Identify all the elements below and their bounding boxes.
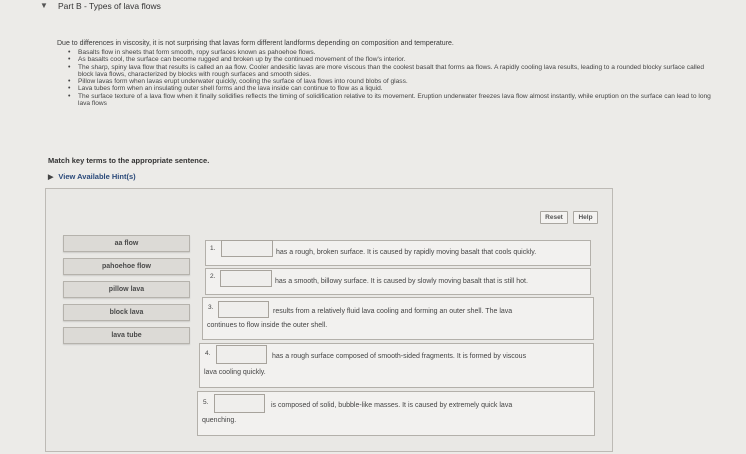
part-title: Part B - Types of lava flows (58, 1, 161, 11)
caret-down-icon[interactable]: ▼ (40, 1, 48, 10)
sentence-number: 1. (210, 245, 216, 252)
term-aa-flow[interactable]: aa flow (63, 235, 190, 252)
sentence-box-3 (202, 297, 594, 340)
bullet-item: • The surface texture of a lava flow when it finally solidifies reflects the timing of solidification relative to its movement. Eruption underwater freezes lava flow almost instantly, while eruption on the surface can lead to long lava flows (66, 93, 716, 108)
drop-target-2[interactable] (220, 270, 272, 287)
sentence-text: is composed of solid, bubble-like masses. It is caused by extremely quick lava (271, 402, 513, 409)
drop-target-1[interactable] (221, 240, 273, 257)
bullet-item: • The sharp, spiny lava flow that results is called an aa flow. Cooler andesitic lavas are more viscous than the coolest basalt that forms aa flows. A rapidly cooling lava results, leading to a rounded blocky surface called block lava flows, characterized by blocks with rough surfaces and smooth sides. (66, 64, 716, 79)
sentence-text-continued: quenching. (202, 417, 237, 424)
term-pahoehoe-flow[interactable]: pahoehoe flow (63, 258, 190, 275)
term-block-lava[interactable]: block lava (63, 304, 190, 321)
drop-target-5[interactable] (214, 394, 265, 413)
intro-text: Due to differences in viscosity, it is not surprising that lavas form different landforms depending on composition and temperature. (57, 40, 454, 47)
sentence-text-continued: lava cooling quickly. (204, 369, 266, 376)
sentence-box-2 (205, 268, 591, 295)
sentence-text: has a rough surface composed of smooth-sided fragments. It is formed by viscous (272, 353, 527, 360)
sentence-number: 5. (203, 399, 209, 406)
view-hints-link[interactable] (48, 172, 136, 181)
sentence-number: 3. (208, 304, 214, 311)
caret-right-icon: ▶ (48, 174, 54, 181)
sentence-box-4 (199, 343, 594, 388)
sentence-number: 4. (205, 350, 211, 357)
sentence-box-5 (197, 391, 595, 436)
sentence-text: has a smooth, billowy surface. It is caused by slowly moving basalt that is still hot. (275, 278, 528, 285)
help-button[interactable]: Help (573, 211, 598, 224)
bullet-item: • Basalts flow in sheets that form smooth, ropy surfaces known as pahoehoe flows. (66, 49, 716, 56)
sentence-number: 2. (210, 273, 216, 280)
part-header[interactable] (0, 0, 746, 14)
bullet-item: • As basalts cool, the surface can become rugged and broken up by the continued movement of the flow's interior. (66, 56, 716, 63)
sentence-box-1 (205, 240, 591, 266)
drop-target-3[interactable] (218, 301, 269, 318)
term-lava-tube[interactable]: lava tube (63, 327, 190, 344)
term-pillow-lava[interactable]: pillow lava (63, 281, 190, 298)
instruction-text: Match key terms to the appropriate sentence. (48, 156, 210, 165)
sentence-text: results from a relatively fluid lava cooling and forming an outer shell. The lava (273, 308, 513, 315)
sentence-text-continued: continues to flow inside the outer shell. (207, 322, 328, 329)
reset-button[interactable]: Reset (540, 211, 568, 224)
bullet-item: • Lava tubes form when an insulating outer shell forms and the lava inside can continue to flow as a liquid. (66, 85, 716, 92)
sentence-text: has a rough, broken surface. It is caused by rapidly moving basalt that cools quickly. (276, 249, 537, 256)
view-hints-label: View Available Hint(s) (58, 172, 136, 181)
drop-target-4[interactable] (216, 345, 267, 364)
bullet-list (66, 49, 716, 107)
bullet-item: • Pillow lavas form when lavas erupt underwater quickly, cooling the surface of lava flows into round blobs of glass. (66, 78, 716, 85)
